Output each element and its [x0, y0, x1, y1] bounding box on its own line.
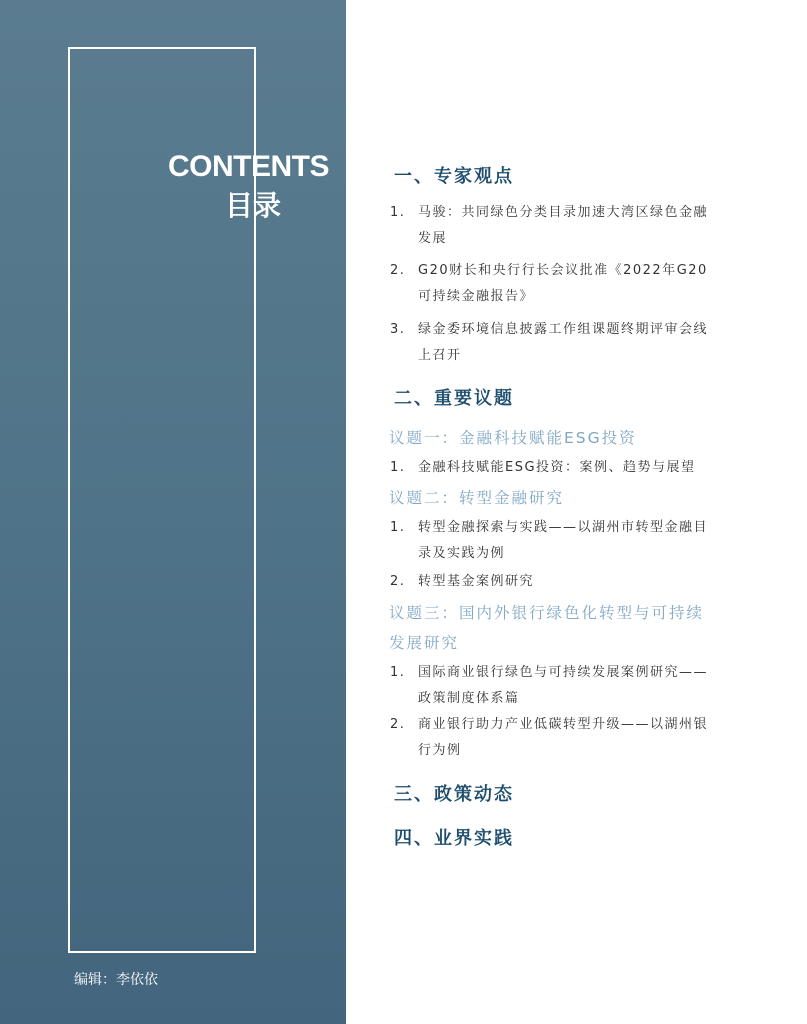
item-text: 转型金融探索与实践——以湖州市转型金融目录及实践为例 [418, 520, 709, 561]
item-text: 国际商业银行绿色与可持续发展案例研究——政策制度体系篇 [418, 665, 709, 706]
item-text: G20财长和央行行长会议批准《2022年G20可持续金融报告》 [418, 263, 708, 304]
toc-item[interactable] [390, 200, 720, 252]
item-text: 绿金委环境信息披露工作组课题终期评审会线上召开 [418, 322, 709, 363]
item-number: 3. [390, 322, 406, 337]
editor-credit: 编辑：李依依 [74, 972, 158, 988]
topic-heading[interactable]: 议题一：金融科技赋能ESG投资 [389, 429, 637, 447]
toc-item[interactable] [390, 258, 720, 310]
toc-item[interactable] [390, 515, 720, 567]
toc-item[interactable] [390, 712, 720, 764]
item-text: 商业银行助力产业低碳转型升级——以湖州银行为例 [418, 717, 709, 758]
topic-heading[interactable]: 议题二：转型金融研究 [389, 489, 565, 507]
section-heading-experts[interactable]: 一、专家观点 [394, 166, 514, 187]
item-text: 金融科技赋能ESG投资：案例、趋势与展望 [418, 460, 696, 475]
section-heading-practice[interactable]: 四、业界实践 [394, 828, 514, 849]
contents-title: CONTENTS [168, 150, 329, 183]
item-number: 2. [390, 263, 406, 278]
toc-item[interactable] [390, 455, 720, 481]
toc-item[interactable] [390, 660, 720, 712]
mulu-title: 目录 [224, 189, 281, 222]
item-number: 1. [390, 460, 406, 475]
topic-heading[interactable]: 议题三：国内外银行绿色化转型与可持续发展研究 [389, 604, 705, 652]
section-heading-policy[interactable]: 三、政策动态 [394, 784, 514, 805]
item-number: 1. [390, 520, 406, 535]
item-text: 马骏：共同绿色分类目录加速大湾区绿色金融发展 [418, 205, 709, 246]
item-number: 1. [390, 205, 406, 220]
toc-item[interactable] [390, 569, 720, 595]
item-text: 转型基金案例研究 [418, 574, 535, 589]
toc-item[interactable] [390, 317, 720, 369]
item-number: 1. [390, 665, 406, 680]
item-number: 2. [390, 717, 406, 732]
item-number: 2. [390, 574, 406, 589]
section-heading-topics[interactable]: 二、重要议题 [394, 388, 514, 409]
